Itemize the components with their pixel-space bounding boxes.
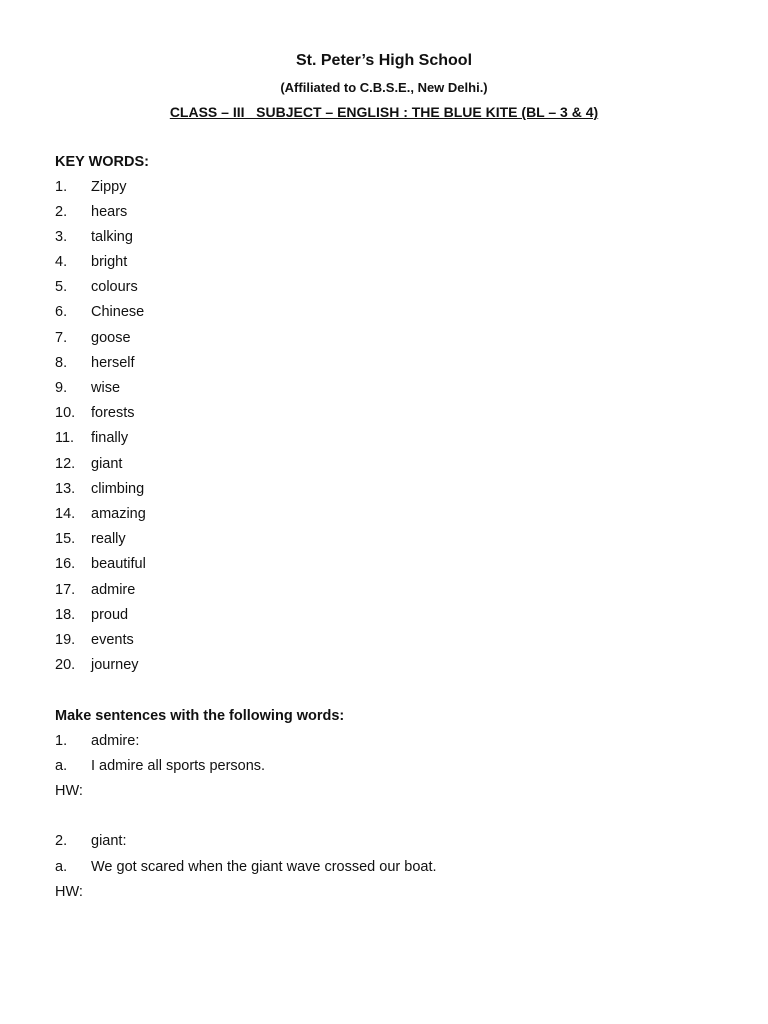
- item-number: 17.: [55, 582, 76, 598]
- item-word: admire: [91, 582, 136, 598]
- item-word: really: [91, 531, 126, 547]
- exercise-word: admire:: [91, 733, 140, 749]
- example-sentence: I admire all sports persons.: [91, 758, 266, 774]
- item-number: 16.: [55, 556, 76, 572]
- item-number: 12.: [55, 456, 76, 472]
- homework-label: HW:: [55, 884, 83, 900]
- item-number: 20.: [55, 657, 76, 673]
- item-number: 15.: [55, 531, 76, 547]
- item-word: herself: [91, 355, 135, 371]
- item-number: 9.: [55, 380, 68, 396]
- item-number: 3.: [55, 229, 68, 245]
- item-word: bright: [91, 254, 128, 270]
- item-word: forests: [91, 405, 135, 421]
- exercise-word: giant:: [91, 833, 127, 849]
- example-sentence: We got scared when the giant wave crossed our boat.: [91, 859, 437, 875]
- item-word: Chinese: [91, 304, 145, 320]
- item-word: talking: [91, 229, 133, 245]
- item-word: beautiful: [91, 556, 146, 572]
- item-number: 5.: [55, 279, 68, 295]
- item-number: 7.: [55, 330, 68, 346]
- example-marker: a.: [55, 758, 68, 774]
- class-subject-line: [0, 103, 768, 121]
- item-word: journey: [91, 657, 139, 673]
- class-subject-text: CLASS – III SUBJECT – ENGLISH : THE BLUE KITE (BL – 3 & 4): [169, 104, 599, 120]
- item-number: 14.: [55, 506, 76, 522]
- sentences-title: Make sentences with the following words:: [55, 708, 345, 724]
- item-word: events: [91, 632, 134, 648]
- item-number: 6.: [55, 304, 68, 320]
- item-number: 11.: [55, 430, 75, 446]
- item-word: finally: [91, 430, 129, 446]
- item-number: 1.: [55, 179, 68, 195]
- item-number: 4.: [55, 254, 68, 270]
- item-number: 2.: [55, 833, 68, 849]
- affiliation-line: (Affiliated to C.B.S.E., New Delhi.): [280, 80, 488, 95]
- item-number: 8.: [55, 355, 68, 371]
- item-number: 10.: [55, 405, 76, 421]
- example-marker: a.: [55, 859, 68, 875]
- item-word: goose: [91, 330, 131, 346]
- item-word: colours: [91, 279, 138, 295]
- item-word: climbing: [91, 481, 145, 497]
- item-number: 2.: [55, 204, 68, 220]
- item-word: giant: [91, 456, 123, 472]
- item-number: 19.: [55, 632, 76, 648]
- item-word: proud: [91, 607, 129, 623]
- item-word: wise: [91, 380, 121, 396]
- item-word: amazing: [91, 506, 146, 522]
- item-word: Zippy: [91, 179, 127, 195]
- homework-label: HW:: [55, 783, 83, 799]
- item-number: 18.: [55, 607, 76, 623]
- school-name: St. Peter’s High School: [295, 52, 473, 69]
- item-word: hears: [91, 204, 128, 220]
- item-number: 1.: [55, 733, 68, 749]
- key-words-title: KEY WORDS:: [55, 154, 149, 170]
- item-number: 13.: [55, 481, 76, 497]
